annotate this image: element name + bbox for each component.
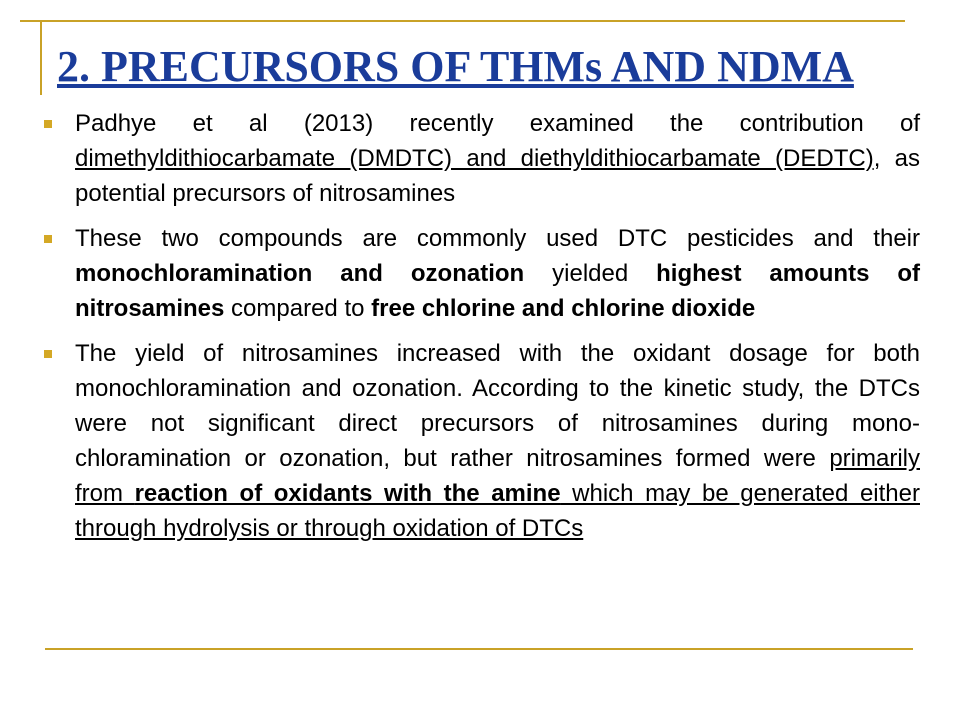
text-segment: primarily from xyxy=(75,445,920,507)
bullet-list xyxy=(40,106,920,556)
text-segment: reaction of oxidants with the amine xyxy=(134,480,561,507)
text-segment: dimethyldithiocarbamate (DMDTC) and diethyldithiocarbamate (DEDTC) xyxy=(75,145,874,172)
text-segment: which may be generated either through hydrolysis or through oxidation of DTCs xyxy=(75,480,920,542)
bullet-text xyxy=(75,106,920,211)
bullet-text xyxy=(75,336,920,546)
text-segment: highest amounts of nitrosamines xyxy=(75,260,921,322)
square-bullet-icon xyxy=(44,350,52,358)
slide-title: 2. PRECURSORS OF THMs AND NDMA xyxy=(57,42,854,91)
text-segment: free chlorine and chlorine dioxide xyxy=(371,295,756,322)
top-divider xyxy=(20,20,905,22)
bullet-item xyxy=(40,336,920,546)
text-segment: monochloramination and ozonation xyxy=(75,260,525,287)
text-segment: yielded xyxy=(524,260,657,287)
left-divider xyxy=(40,20,42,95)
bottom-divider xyxy=(45,648,913,650)
text-segment: These two compounds are commonly used DTC pesticides and their xyxy=(75,225,920,252)
bullet-item xyxy=(40,221,920,326)
text-segment: , as potential precursors of nitrosamines xyxy=(75,145,920,207)
square-bullet-icon xyxy=(44,120,52,128)
text-segment: The yield of nitrosamines increased with the oxidant dosage for both monochloramination and ozonation. According to the kinetic study, the DTCs were not significant direct precursors of nitrosamines during mono-chloramination or ozonation, but rather nitrosamines formed were xyxy=(75,340,920,472)
bullet-text xyxy=(75,221,920,326)
text-segment: compared to xyxy=(224,295,372,322)
square-bullet-icon xyxy=(44,235,52,243)
text-segment: Padhye et al (2013) recently examined the contribution of xyxy=(75,110,920,137)
bullet-item xyxy=(40,106,920,211)
